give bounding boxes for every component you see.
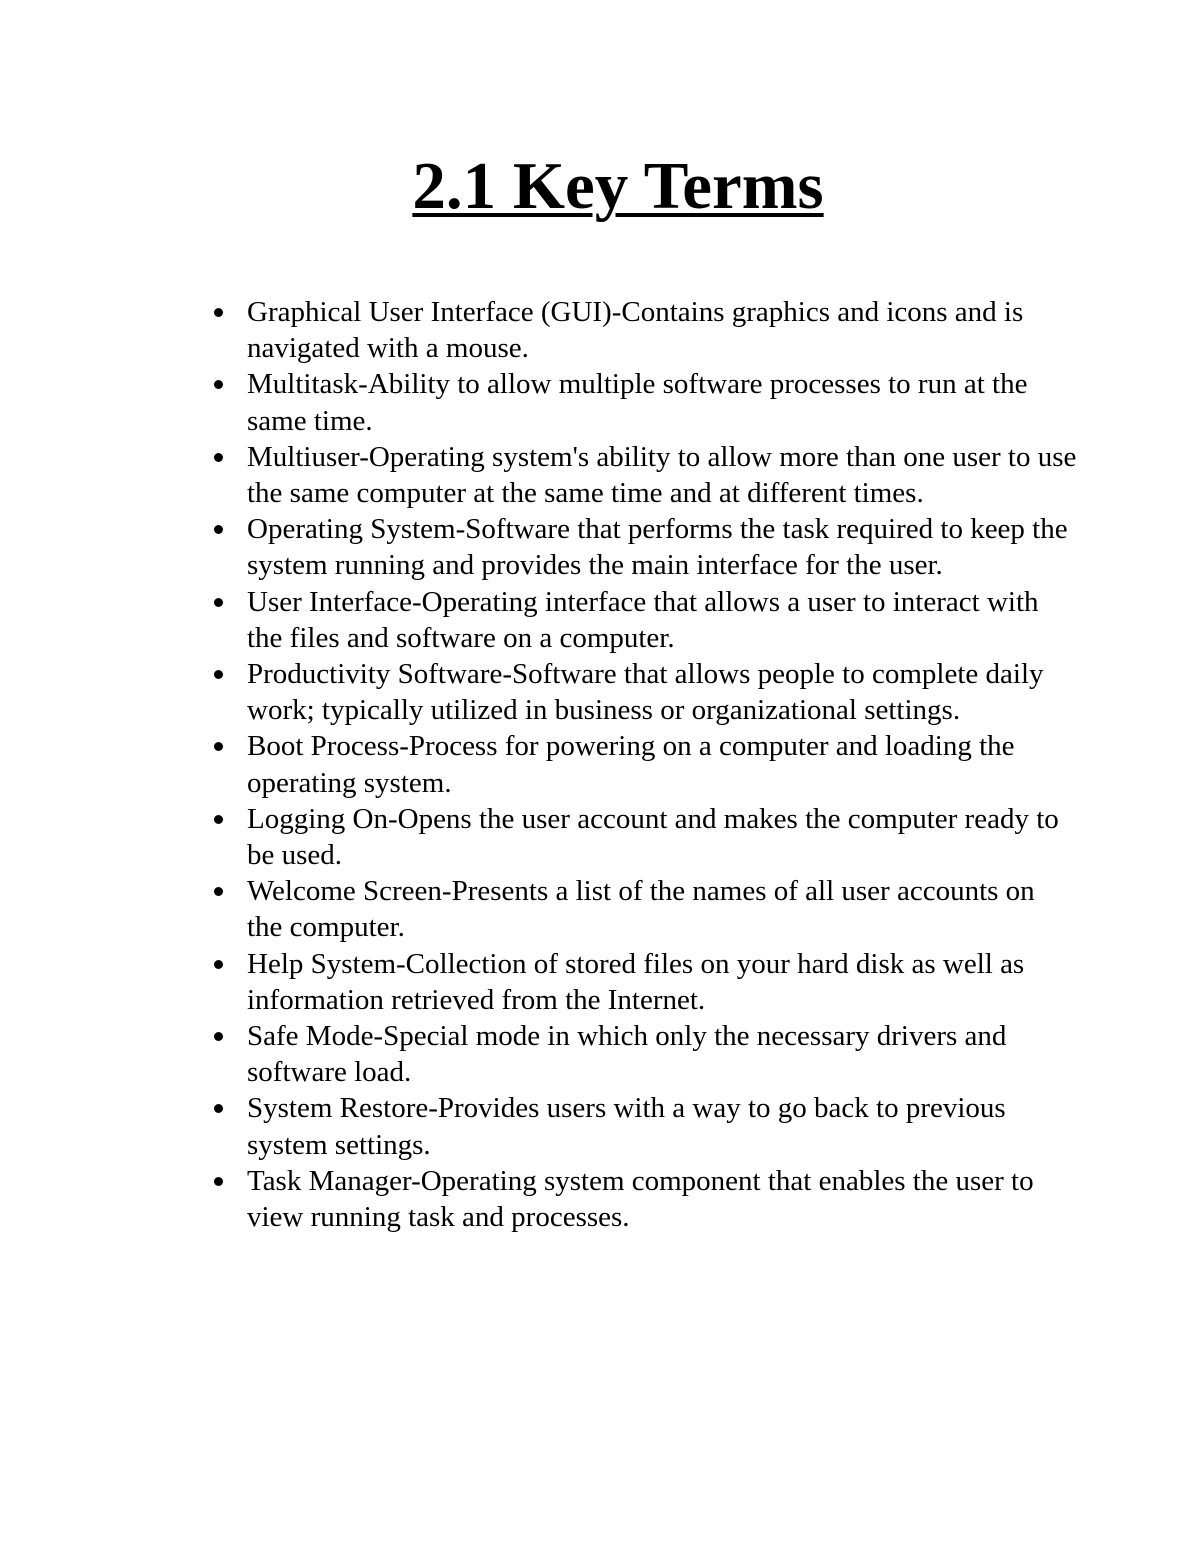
bullet-icon [214,453,223,462]
term-text: Multitask-Ability to allow multiple software processes to run at the same time. [247,368,1028,437]
term-text: Boot Process-Process for powering on a computer and loading the operating system. [247,730,1015,799]
bullet-icon [214,742,223,751]
bullet-icon [214,308,223,317]
bullet-icon [214,887,223,896]
term-text: System Restore-Provides users with a way to go back to previous system settings. [247,1092,1006,1161]
term-text: Graphical User Interface (GUI)-Contains graphics and icons and is navigated with a mouse. [247,296,1024,365]
bullet-icon [214,815,223,824]
bullet-icon [214,1177,223,1186]
term-text: Productivity Software-Software that allows people to complete daily work; typically utilized in business or organizational settings. [247,658,1044,727]
list-item [247,584,1077,656]
list-item [247,801,1077,873]
term-text: Welcome Screen-Presents a list of the names of all user accounts on the computer. [247,875,1035,944]
list-item [247,439,1077,511]
list-item [247,1090,1077,1162]
bullet-icon [214,960,223,969]
term-text: Safe Mode-Special mode in which only the necessary drivers and software load. [247,1020,1007,1089]
term-text: Task Manager-Operating system component that enables the user to view running task and processes. [247,1164,1034,1234]
list-item [247,1018,1077,1090]
bullet-icon [214,598,223,607]
term-text: Multiuser-Operating system's ability to allow more than one user to use the same computer at the same time and at different times. [247,440,1077,510]
bullet-icon [214,670,223,679]
term-text: Operating System-Software that performs the task required to keep the system running and provides the main interface for the user. [247,513,1068,582]
term-text: Help System-Collection of stored files on your hard disk as well as information retrieved from the Internet. [247,947,1025,1016]
list-item [247,1163,1077,1235]
bullet-icon [214,525,223,534]
page-title: 2.1 Key Terms [412,149,824,223]
term-text: Logging On-Opens the user account and makes the computer ready to be used. [247,802,1059,872]
list-item [247,366,1077,438]
bullet-icon [214,1104,223,1113]
bullet-icon [214,1032,223,1041]
bullet-icon [214,380,223,389]
list-item [247,656,1077,728]
list-item [247,946,1077,1018]
list-item [247,294,1077,366]
list-item [247,728,1077,800]
list-item [247,511,1077,583]
term-text: User Interface-Operating interface that allows a user to interact with the files and software on a computer. [247,585,1039,654]
list-item [247,873,1077,945]
key-terms-list [247,294,1077,1235]
